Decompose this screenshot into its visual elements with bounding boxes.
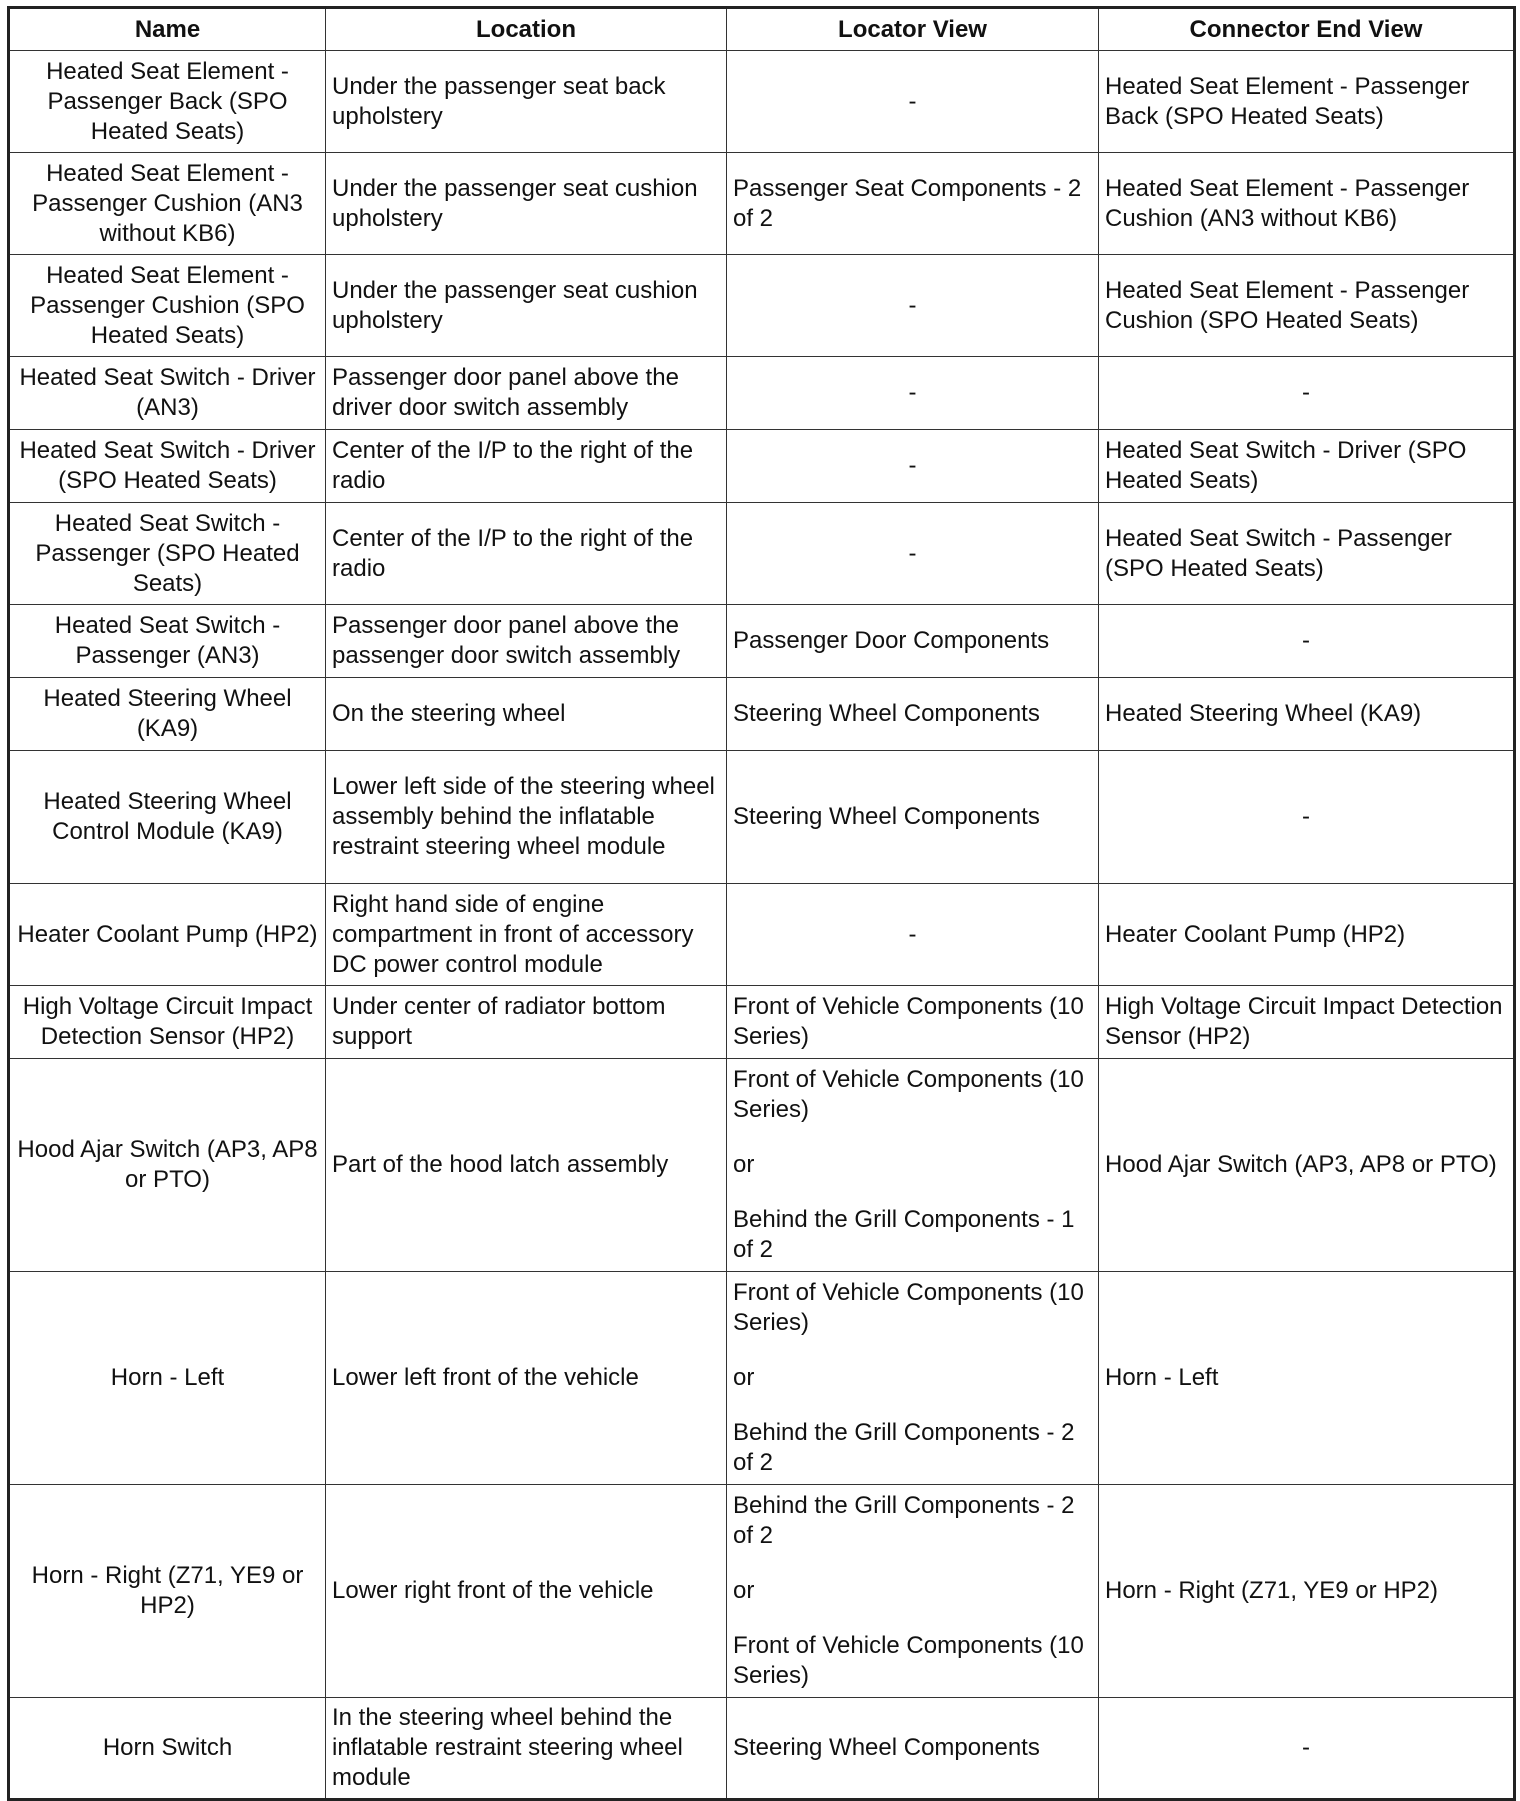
cell-locator-view: -: [727, 51, 1099, 153]
cell-location: Part of the hood latch assembly: [326, 1059, 727, 1272]
cell-connector-end-view: -: [1099, 1698, 1515, 1800]
component-locator-table: [7, 6, 1516, 1801]
cell-connector-end-view: Heated Seat Switch - Driver (SPO Heated Seats): [1099, 430, 1515, 503]
cell-locator-view: -: [727, 430, 1099, 503]
cell-location: In the steering wheel behind the inflatable restraint steering wheel module: [326, 1698, 727, 1800]
cell-name: High Voltage Circuit Impact Detection Sensor (HP2): [9, 986, 326, 1059]
locator-view-option: Front of Vehicle Components (10 Series): [733, 1279, 1084, 1336]
cell-name: Horn - Right (Z71, YE9 or HP2): [9, 1485, 326, 1698]
cell-name: Heated Seat Switch - Passenger (SPO Heated Seats): [9, 503, 326, 605]
cell-location: Under the passenger seat back upholstery: [326, 51, 727, 153]
cell-locator-view: Passenger Door Components: [727, 605, 1099, 678]
table-row: [9, 255, 1515, 357]
cell-connector-end-view: Heater Coolant Pump (HP2): [1099, 884, 1515, 986]
cell-location: Lower left side of the steering wheel assembly behind the inflatable restraint steering wheel module: [326, 751, 727, 884]
locator-view-option: Behind the Grill Components - 2 of 2: [733, 1492, 1075, 1549]
component-locator-table-wrapper: [7, 6, 1516, 1801]
cell-locator-view: Front of Vehicle Components (10 Series): [727, 986, 1099, 1059]
locator-view-option: Front of Vehicle Components (10 Series): [733, 1632, 1084, 1689]
cell-locator-view: Steering Wheel Components: [727, 1698, 1099, 1800]
cell-location: Right hand side of engine compartment in front of accessory DC power control module: [326, 884, 727, 986]
table-row: [9, 153, 1515, 255]
table-row: [9, 751, 1515, 884]
cell-location: Passenger door panel above the passenger door switch assembly: [326, 605, 727, 678]
column-header-name: Name: [9, 8, 326, 51]
cell-connector-end-view: Heated Steering Wheel (KA9): [1099, 678, 1515, 751]
table-row: [9, 357, 1515, 430]
cell-location: Under the passenger seat cushion upholstery: [326, 153, 727, 255]
cell-name: Heated Seat Switch - Driver (AN3): [9, 357, 326, 430]
column-header-connector-end-view: Connector End View: [1099, 8, 1515, 51]
cell-locator-view: -: [727, 357, 1099, 430]
cell-locator-view: [727, 1272, 1099, 1485]
cell-locator-view: Passenger Seat Components - 2 of 2: [727, 153, 1099, 255]
table-row: [9, 51, 1515, 153]
cell-connector-end-view: Heated Seat Element - Passenger Cushion (SPO Heated Seats): [1099, 255, 1515, 357]
table-row: [9, 430, 1515, 503]
cell-name: Heated Steering Wheel (KA9): [9, 678, 326, 751]
cell-connector-end-view: Heated Seat Element - Passenger Cushion (AN3 without KB6): [1099, 153, 1515, 255]
cell-locator-view: Steering Wheel Components: [727, 751, 1099, 884]
cell-connector-end-view: Hood Ajar Switch (AP3, AP8 or PTO): [1099, 1059, 1515, 1272]
cell-name: Horn - Left: [9, 1272, 326, 1485]
cell-connector-end-view: Horn - Left: [1099, 1272, 1515, 1485]
cell-name: Heater Coolant Pump (HP2): [9, 884, 326, 986]
locator-view-option: Behind the Grill Components - 2 of 2: [733, 1419, 1075, 1476]
table-row: [9, 1059, 1515, 1272]
cell-connector-end-view: High Voltage Circuit Impact Detection Sensor (HP2): [1099, 986, 1515, 1059]
cell-location: Under the passenger seat cushion upholstery: [326, 255, 727, 357]
cell-name: Heated Seat Element - Passenger Cushion (SPO Heated Seats): [9, 255, 326, 357]
cell-locator-view: -: [727, 503, 1099, 605]
cell-locator-view: [727, 1485, 1099, 1698]
cell-location: Under center of radiator bottom support: [326, 986, 727, 1059]
column-header-locator-view: Locator View: [727, 8, 1099, 51]
cell-locator-view: -: [727, 255, 1099, 357]
cell-name: Heated Seat Element - Passenger Cushion (AN3 without KB6): [9, 153, 326, 255]
cell-locator-view: -: [727, 884, 1099, 986]
cell-connector-end-view: Heated Seat Element - Passenger Back (SPO Heated Seats): [1099, 51, 1515, 153]
locator-view-option: Behind the Grill Components - 1 of 2: [733, 1206, 1075, 1263]
table-row: [9, 503, 1515, 605]
locator-view-option: Front of Vehicle Components (10 Series): [733, 1066, 1084, 1123]
cell-location: On the steering wheel: [326, 678, 727, 751]
cell-locator-view: Steering Wheel Components: [727, 678, 1099, 751]
table-row: [9, 1698, 1515, 1800]
cell-name: Heated Seat Switch - Passenger (AN3): [9, 605, 326, 678]
locator-view-or: or: [733, 1364, 755, 1391]
table-row: [9, 678, 1515, 751]
cell-location: Lower right front of the vehicle: [326, 1485, 727, 1698]
cell-name: Hood Ajar Switch (AP3, AP8 or PTO): [9, 1059, 326, 1272]
cell-locator-view: [727, 1059, 1099, 1272]
cell-location: Passenger door panel above the driver door switch assembly: [326, 357, 727, 430]
cell-name: Heated Steering Wheel Control Module (KA9): [9, 751, 326, 884]
cell-location: Center of the I/P to the right of the radio: [326, 430, 727, 503]
table-row: [9, 1485, 1515, 1698]
cell-name: Heated Seat Element - Passenger Back (SPO Heated Seats): [9, 51, 326, 153]
cell-location: Lower left front of the vehicle: [326, 1272, 727, 1485]
column-header-location: Location: [326, 8, 727, 51]
cell-connector-end-view: -: [1099, 357, 1515, 430]
table-row: [9, 884, 1515, 986]
cell-name: Horn Switch: [9, 1698, 326, 1800]
locator-view-or: or: [733, 1577, 755, 1604]
table-row: [9, 986, 1515, 1059]
cell-location: Center of the I/P to the right of the radio: [326, 503, 727, 605]
cell-connector-end-view: -: [1099, 605, 1515, 678]
cell-connector-end-view: -: [1099, 751, 1515, 884]
cell-name: Heated Seat Switch - Driver (SPO Heated Seats): [9, 430, 326, 503]
locator-view-or: or: [733, 1151, 755, 1178]
table-header-row: [9, 8, 1515, 51]
cell-connector-end-view: Heated Seat Switch - Passenger (SPO Heated Seats): [1099, 503, 1515, 605]
table-row: [9, 605, 1515, 678]
cell-connector-end-view: Horn - Right (Z71, YE9 or HP2): [1099, 1485, 1515, 1698]
table-row: [9, 1272, 1515, 1485]
